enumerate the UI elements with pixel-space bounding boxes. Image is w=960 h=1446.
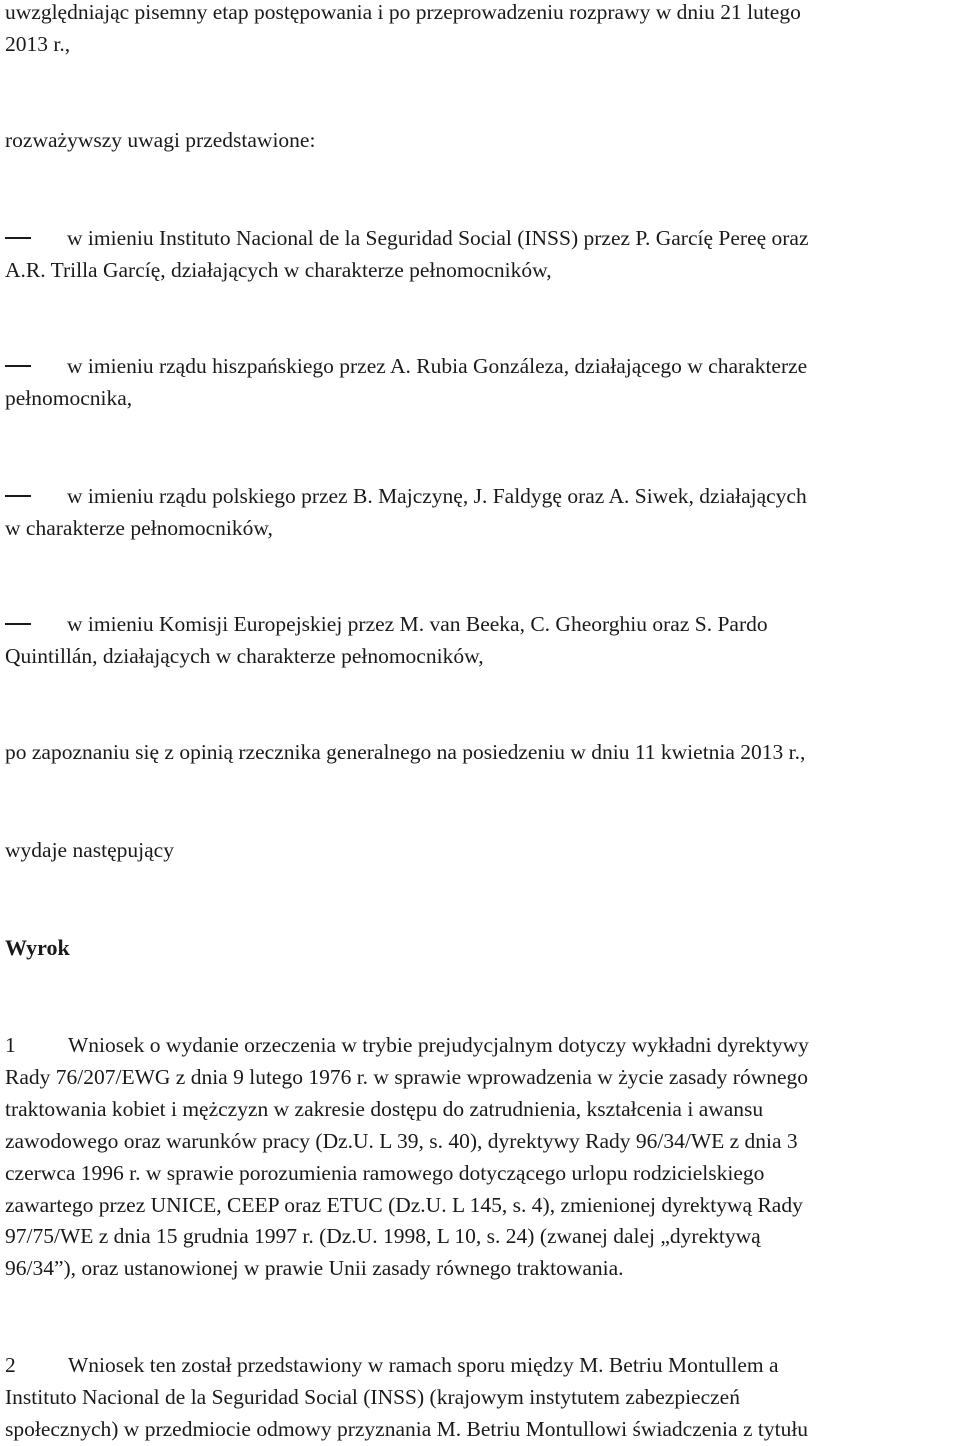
paragraph-1-line: 96/34”), oraz ustanowionej w prawie Unii zasady równego traktowania. bbox=[5, 1256, 624, 1280]
paragraph-1-line: 97/75/WE z dnia 15 grudnia 1997 r. (Dz.U. 1998, L 10, s. 24) (zwanej dalej „dyrektywą bbox=[5, 1224, 761, 1248]
paragraph-2-line: społecznych) w przedmiocie odmowy przyznania M. Betriu Montullowi świadczenia z tytułu bbox=[5, 1417, 809, 1441]
paragraph-1-line: Rady 76/207/EWG z dnia 9 lutego 1976 r. w sprawie wprowadzenia w życie zasady równego bbox=[5, 1065, 809, 1089]
party-item bbox=[5, 228, 809, 250]
judgment-heading: Wyrok bbox=[5, 935, 70, 960]
paragraph-1-line: zawartego przez UNICE, CEEP oraz ETUC (Dz.U. L 145, s. 4), zmienionej dyrektywą Rady bbox=[5, 1193, 803, 1217]
dash-bullet bbox=[5, 365, 31, 367]
party-text: w imieniu Komisji Europejskiej przez M. van Beeka, C. Gheorghiu oraz S. Pardo bbox=[67, 612, 768, 636]
intro-line-2: 2013 r., bbox=[5, 32, 71, 56]
party-item bbox=[5, 356, 807, 378]
paragraph-2-line bbox=[5, 1355, 779, 1377]
paragraph-text: Wniosek ten został przedstawiony w ramach sporu między M. Betriu Montullem a bbox=[68, 1353, 779, 1377]
party-item bbox=[5, 486, 807, 508]
party-continuation: A.R. Trilla Garcíę, działających w charakterze pełnomocników, bbox=[5, 258, 552, 282]
party-text: w imieniu rządu polskiego przez B. Majczynę, J. Faldygę oraz A. Siwek, działających bbox=[67, 484, 807, 508]
paragraph-1-line bbox=[5, 1035, 809, 1057]
party-continuation: pełnomocnika, bbox=[5, 386, 133, 410]
paragraph-number: 1 bbox=[5, 1033, 16, 1057]
party-continuation: Quintillán, działających w charakterze pełnomocników, bbox=[5, 644, 484, 668]
paragraph-1-line: traktowania kobiet i mężczyzn w zakresie dostępu do zatrudnienia, kształcenia i awansu bbox=[5, 1097, 764, 1121]
issues-text: wydaje następujący bbox=[5, 838, 174, 862]
considering-text: rozważywszy uwagi przedstawione: bbox=[5, 128, 316, 152]
paragraph-number: 2 bbox=[5, 1353, 16, 1377]
dash-bullet bbox=[5, 237, 31, 239]
paragraph-text: Wniosek o wydanie orzeczenia w trybie prejudycjalnym dotyczy wykładni dyrektywy bbox=[68, 1033, 809, 1057]
party-item bbox=[5, 614, 768, 636]
party-text: w imieniu rządu hiszpańskiego przez A. Rubia Gonzáleza, działającego w charakterze bbox=[67, 354, 808, 378]
party-continuation: w charakterze pełnomocników, bbox=[5, 516, 273, 540]
dash-bullet bbox=[5, 495, 31, 497]
party-text: w imieniu Instituto Nacional de la Seguridad Social (INSS) przez P. Garcíę Pereę oraz bbox=[67, 226, 809, 250]
paragraph-1-line: zawodowego oraz warunków pracy (Dz.U. L 39, s. 40), dyrektywy Rady 96/34/WE z dnia 3 bbox=[5, 1129, 798, 1153]
intro-line-1: uwzględniając pisemny etap postępowania i po przeprowadzeniu rozprawy w dniu 21 lutego bbox=[5, 0, 801, 24]
paragraph-2-line: Instituto Nacional de la Seguridad Social (INSS) (krajowym instytutem zabezpieczeń bbox=[5, 1385, 740, 1409]
after-hearing-text: po zapoznaniu się z opinią rzecznika generalnego na posiedzeniu w dniu 11 kwietnia 2013 r., bbox=[5, 740, 806, 764]
paragraph-1-line: czerwca 1996 r. w sprawie porozumienia ramowego dotyczącego urlopu rodzicielskiego bbox=[5, 1161, 765, 1185]
dash-bullet bbox=[5, 623, 31, 625]
